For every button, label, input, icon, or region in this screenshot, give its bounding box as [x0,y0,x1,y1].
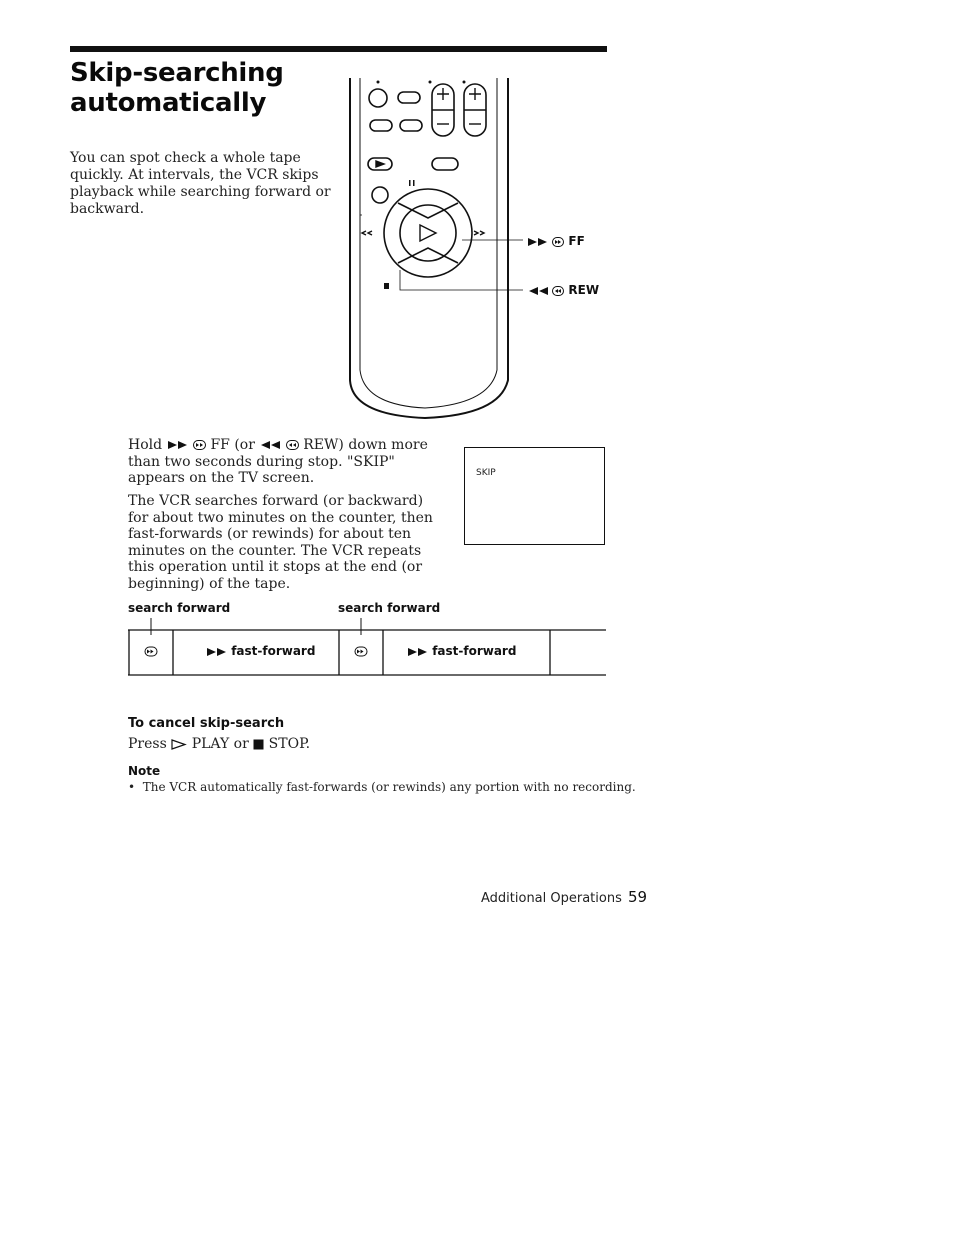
note-item [128,780,636,794]
cancel-heading: To cancel skip-search [128,716,285,731]
rewind-icon [259,440,281,450]
index-search-icon [193,440,206,450]
fast-forward-icon [167,440,189,450]
ff-label: FF [568,234,585,248]
fast-forward-icon [528,237,548,247]
hold-instruction [128,437,446,487]
index-search-icon [552,237,564,247]
tv-screen-text: SKIP [476,468,496,478]
index-search-icon [145,647,157,656]
stop-icon [253,739,264,750]
index-search-icon [355,647,367,656]
diagram-cell-1 [207,644,315,658]
diagram-cell-2 [408,644,516,658]
diagram-cell-1-label: fast-forward [231,644,316,658]
cancel-instruction [128,736,310,752]
remote-control-illustration [340,70,610,430]
cancel-stop-text: STOP. [268,736,311,752]
hold-text-post: REW) down more than two seconds during stop. "SKIP" appears on the TV screen. [128,437,428,486]
index-search-icon [286,440,299,450]
bullet-icon: • [128,780,143,794]
skip-search-diagram [128,615,608,680]
play-icon [171,739,187,750]
rew-callout [528,283,599,297]
top-rule [70,46,607,52]
fast-forward-icon [207,647,227,657]
rew-label: REW [568,283,600,297]
diagram-label-1: search forward [128,601,231,615]
intro-paragraph: You can spot check a whole tape quickly. At intervals, the VCR skips playback while searching forward or backward. [70,150,331,217]
fast-forward-icon [408,647,428,657]
hold-text-pre: Hold [128,437,163,453]
diagram-label-2: search forward [338,601,441,615]
footer-section-title: Additional Operations [481,891,622,906]
ff-callout [528,234,585,248]
tv-screen [464,447,605,545]
index-search-icon [552,286,564,296]
rewind-icon [528,286,548,296]
diagram-cell-2-label: fast-forward [432,644,517,658]
cancel-press-text: Press [128,736,167,752]
hold-text-mid: FF (or [210,437,255,453]
note-text: The VCR automatically fast-forwards (or rewinds) any portion with no recording. [142,780,636,794]
page-number: 59 [628,888,648,906]
search-behavior-paragraph: The VCR searches forward (or backward) for about two minutes on the counter, then fast-forwards (or rewinds) for about ten minutes on the counter. The VCR repeats this operation until it stops at the end (or beginning) of the tape. [128,493,433,592]
page-title: Skip-searching automatically [70,58,284,118]
note-heading: Note [128,764,161,778]
cancel-play-text: PLAY or [191,736,249,752]
